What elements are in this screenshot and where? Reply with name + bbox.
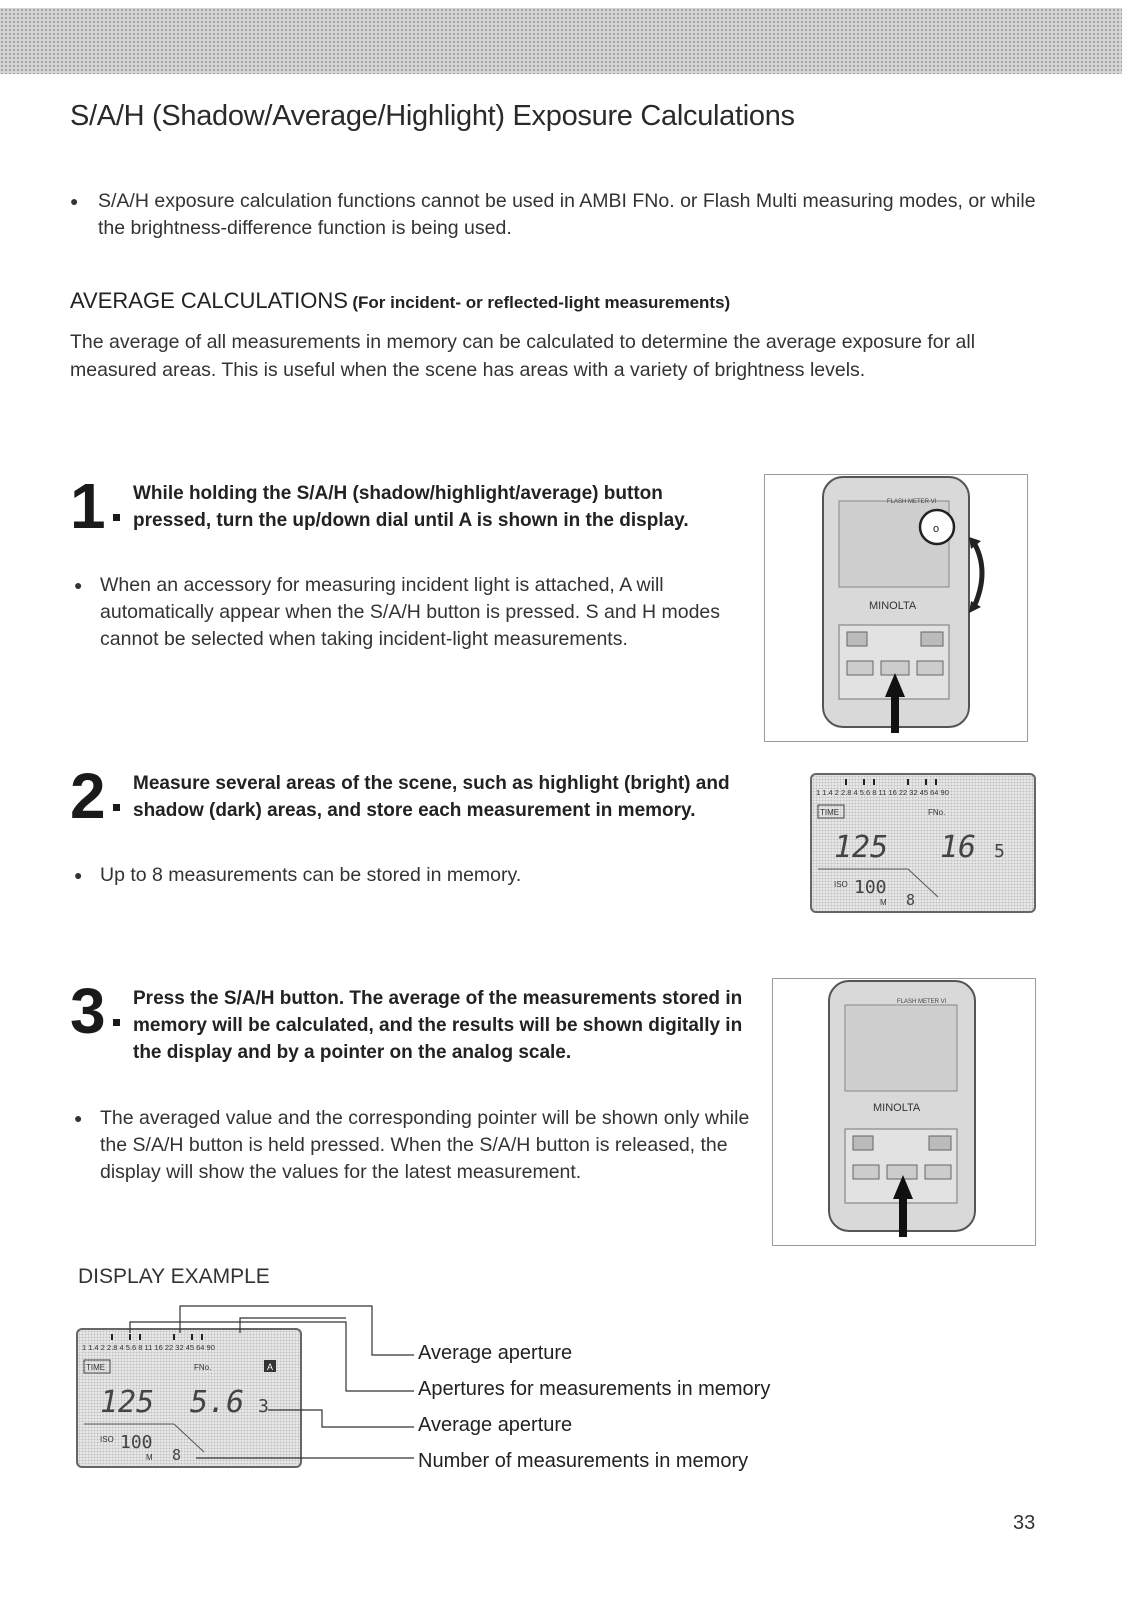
step-note-text: The averaged value and the corresponding pointer will be shown only while the S/A/H button is held pressed. When the S/A/H button is released, the display will show the values for the latest measurement. (100, 1107, 750, 1183)
step-note-text: When an accessory for measuring incident light is attached, A will automatically appear when the S/A/H button is pressed. S and H modes cannot be selected when taking incident-light measurements. (100, 574, 721, 650)
iso-readout: 100 (120, 1432, 153, 1453)
callout-memory-count: Number of measurements in memory (418, 1450, 749, 1472)
aperture-readout: 5.6 (190, 1385, 245, 1420)
intro-note-text: S/A/H exposure calculation functions cannot be used in AMBI FNo. or Flash Multi measuring modes, or while the brightness-difference function is being used. (98, 190, 1036, 239)
aperture-decimal-readout: 3 (258, 1396, 269, 1417)
display-example-heading: DISPLAY EXAMPLE (78, 1265, 270, 1288)
step-instruction: Press the S/A/H button. The average of the measurements stored in memory will be calculated, and the results will be shown digitally in the display and by a pointer on the analog scale. (133, 988, 743, 1063)
page-title: S/A/H (Shadow/Average/Highlight) Exposure Calculations (70, 100, 795, 132)
step-instruction: While holding the S/A/H (shadow/highlight/average) button pressed, turn the up/down dial until A is shown in the display. (133, 483, 689, 531)
aperture-scale: 1 1.4 2 2.8 4 5.6 8 11 16 22 32 45 64 90 (82, 1343, 215, 1352)
memory-count: 8 (906, 891, 916, 909)
brand-label: MINOLTA (869, 600, 917, 612)
section-heading-sub: (For incident- or reflected-light measurements) (352, 293, 731, 312)
step-number: 2 (70, 760, 106, 832)
brand-label: MINOLTA (873, 1102, 921, 1114)
mode-indicator: A (267, 1362, 274, 1372)
shutter-readout: 125 (834, 830, 889, 865)
page-number: 33 (1013, 1512, 1036, 1534)
memory-count: 8 (172, 1446, 182, 1464)
svg-text:o: o (933, 523, 940, 535)
meter-label: FLASH METER VI (887, 499, 937, 505)
iso-label: ISO (834, 880, 848, 889)
callout-average-aperture-digital: Average aperture (418, 1414, 573, 1436)
iso-readout: 100 (854, 877, 887, 898)
memory-label: M (146, 1453, 153, 1462)
iso-label: ISO (100, 1435, 114, 1444)
section-paragraph: The average of all measurements in memory can be calculated to determine the average exposure for all measured areas. This is useful when the scene has areas with a variety of brightness levels. (70, 331, 976, 381)
step-instruction: Measure several areas of the scene, such as highlight (bright) and shadow (dark) areas, and store each measurement in memory. (133, 773, 730, 821)
callout-memory-apertures: Apertures for measurements in memory (418, 1378, 771, 1400)
fno-label: FNo. (194, 1363, 212, 1372)
aperture-scale: 1 1.4 2 2.8 4 5.6 8 11 16 22 32 45 64 90 (816, 788, 949, 797)
bullet-icon: ● (74, 577, 83, 593)
step-note-text: Up to 8 measurements can be stored in memory. (100, 864, 522, 886)
bullet-icon: ● (74, 867, 83, 883)
memory-label: M (880, 898, 887, 907)
step-number: 1 (70, 470, 106, 542)
section-heading-main: AVERAGE CALCULATIONS (70, 288, 348, 313)
step-number: 3 (70, 975, 106, 1047)
shutter-readout: 125 (100, 1385, 155, 1420)
aperture-decimal-readout: 5 (994, 841, 1005, 862)
bullet-icon: ● (74, 1110, 83, 1126)
bullet-icon: ● (70, 193, 79, 209)
fno-label: FNo. (928, 808, 946, 817)
aperture-readout: 16 (940, 830, 977, 865)
time-label: TIME (86, 1363, 106, 1372)
time-label: TIME (820, 808, 840, 817)
callout-average-aperture-scale: Average aperture (418, 1342, 573, 1364)
meter-label: FLASH METER VI (897, 999, 947, 1005)
